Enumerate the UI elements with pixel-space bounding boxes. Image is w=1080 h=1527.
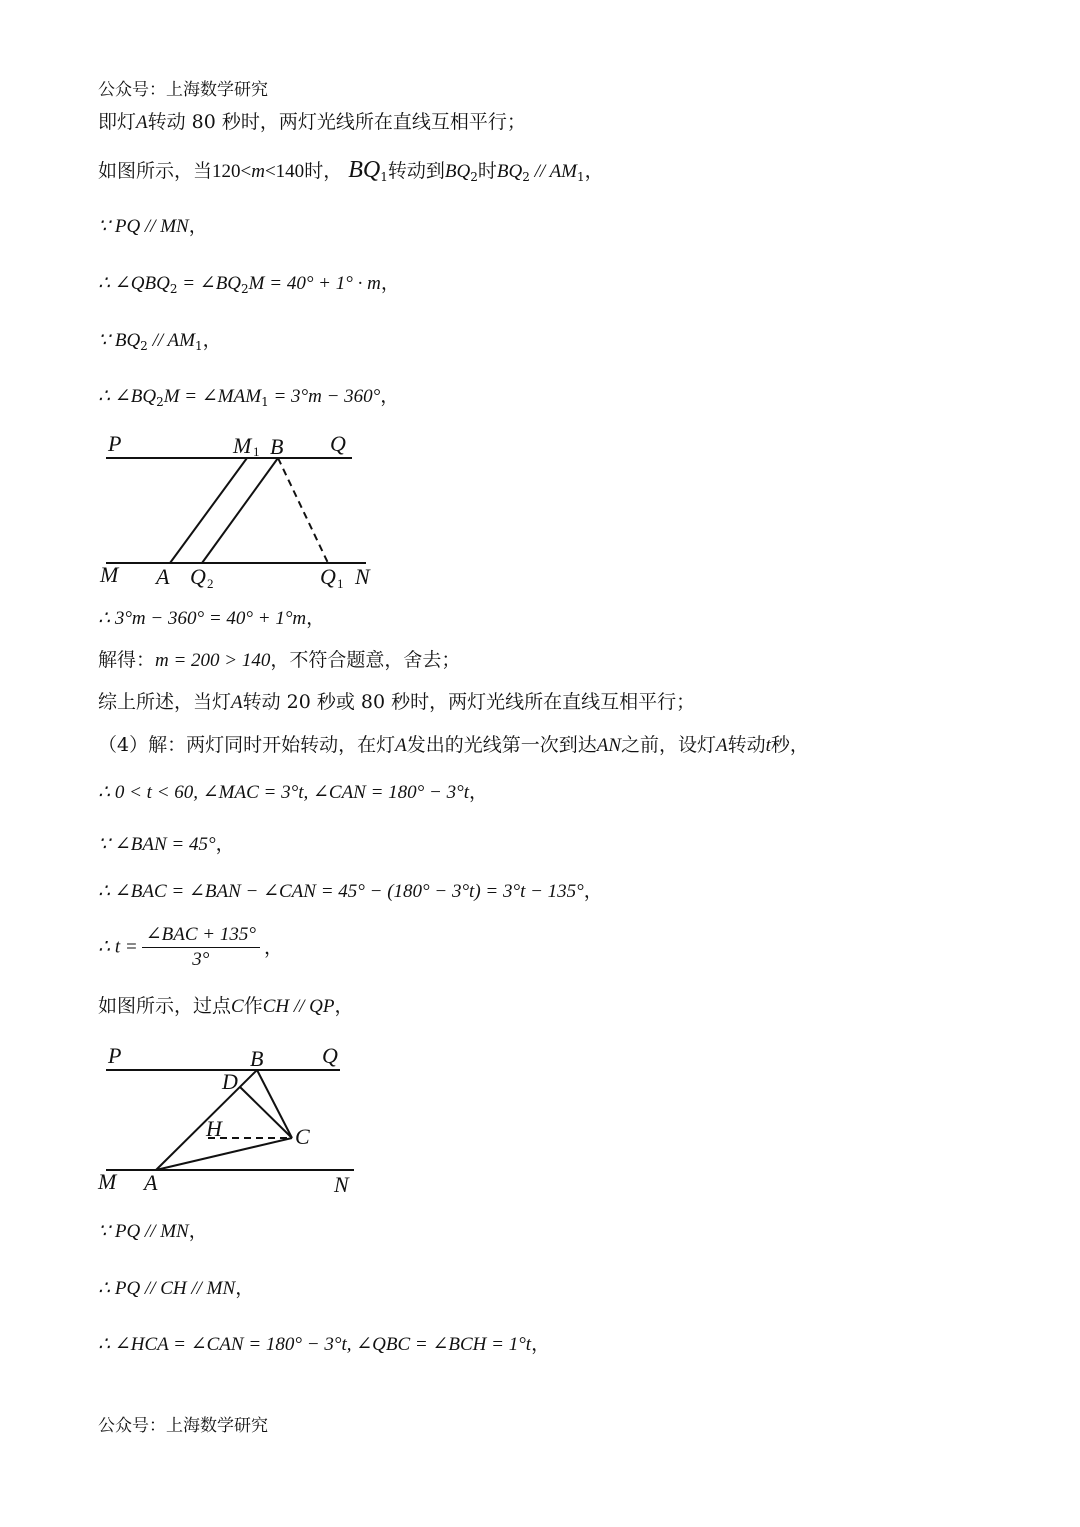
label-m1: M [233,433,252,458]
text-line-15: 如图所示，过点C作CH // QP， [98,995,354,1017]
text-line-8: 解得：m = 200 > 140，不符合题意，舍去； [98,649,461,671]
text-line-5: ∵ $BQ_2 // AM_1$， [98,329,222,353]
label-q: Q [330,431,346,456]
segment-a-m1 [170,458,247,563]
segment-d-c [240,1087,292,1138]
figure-2 [90,1040,370,1205]
page-footer: 公众号：上海数学研究 [98,1416,268,1436]
segment-a-c [156,1138,292,1170]
text-line-13: ∴ ∠BAC = ∠BAN − ∠CAN = 45° − (180° − 3°t) = 3°t − 135°， [98,880,603,902]
label-d: D [222,1069,238,1094]
text-line-4: ∴ $\angle QBQ_2$ = $\angle BQ_2M = 40^\circ + 1^\circ \cdot m$， [98,272,400,296]
text-line-6: ∴ $\angle BQ_2M$ = $\angle MAM_1 = 3^\circ m - 360^\circ$， [98,385,400,409]
label-m: M [98,1169,117,1194]
segment-b-q1 [278,458,328,563]
text-line-12: ∵ ∠BAN = 45°， [98,833,235,855]
label-a: A [144,1170,158,1195]
text-line-16: ∵ PQ // MN， [98,1220,208,1242]
page-header: 公众号：上海数学研究 [98,80,268,100]
label-p: P [108,431,122,456]
text-line-17: ∴ PQ // CH // MN， [98,1277,255,1299]
label-m: M [100,562,119,587]
label-n: N [334,1172,349,1197]
label-q2: Q [190,564,206,589]
label-m1-sub: 1 [253,444,260,459]
label-q: Q [322,1043,338,1068]
label-n: N [355,564,370,589]
segment-b-c [257,1070,292,1138]
text-line-3: ∵ PQ // MN， [98,215,208,237]
text-line-11: ∴ 0 < t < 60, ∠MAC = 3°t, ∠CAN = 180° − 3°t， [98,781,488,803]
label-h: H [206,1116,222,1141]
text-line-2: 如图所示，当120<m<140时， $BQ_1$转动到$BQ_2$时$BQ_2 // AM_1$， [98,157,604,184]
text-line-9: 综上所述，当灯A转动 20 秒或 80 秒时，两灯光线所在直线互相平行； [98,691,696,713]
label-q1-sub: 1 [337,576,344,591]
figure-1 [90,425,390,595]
fraction: $\frac{\text{∠BAC + 135°}}{3^\circ}$ [142,923,260,972]
label-a: A [156,564,170,589]
label-p: P [108,1043,122,1068]
text-line-7: ∴ 3°m − 360° = 40° + 1°m， [98,607,326,629]
label-b: B [270,434,284,459]
label-c: C [295,1124,310,1149]
text-line-14: ∴ t = $\frac{\text{∠BAC + 135°}}{3^\circ}$ ， [98,924,283,970]
text-line-10: （4）解：两灯同时开始转动，在灯A发出的光线第一次到达AN之前，设灯A转动t秒， [98,734,809,756]
text-line-1: 即灯A转动 80 秒时，两灯光线所在直线互相平行； [98,111,526,133]
label-q2-sub: 2 [207,576,214,591]
label-q1: Q [320,564,336,589]
segment-q2-b [202,458,278,563]
label-b: B [250,1046,264,1071]
text-line-18: ∴ ∠HCA = ∠CAN = 180° − 3°t, ∠QBC = ∠BCH = 1°t， [98,1333,551,1355]
